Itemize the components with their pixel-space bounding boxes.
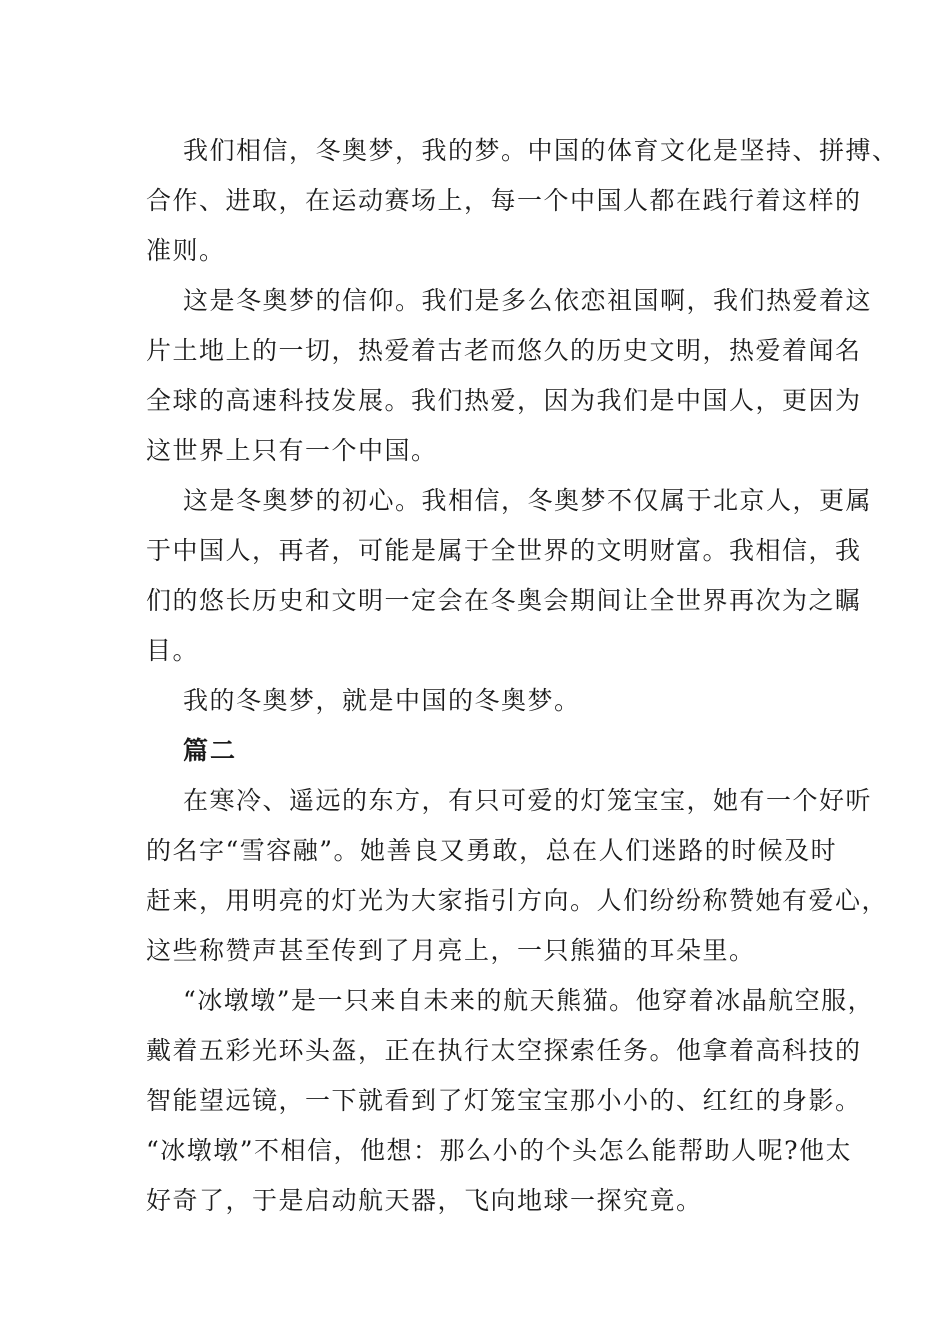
paragraph-3-line-3: 们的悠长历史和文明一定会在冬奥会期间让全世界再次为之瞩 [146,586,862,615]
paragraph-6-line-5: 好奇了，于是启动航天器，飞向地球一探究竟。 [146,1186,703,1215]
section-heading: 篇二 [183,736,238,765]
paragraph-4-line-1: 我的冬奥梦，就是中国的冬奥梦。 [183,686,581,715]
paragraph-1-line-2: 合作、进取，在运动赛场上，每一个中国人都在践行着这样的 [146,186,862,215]
paragraph-1-line-1: 我们相信，冬奥梦，我的梦。中国的体育文化是坚持、拼搏、 [183,136,899,165]
paragraph-2-line-2: 片土地上的一切，热爱着古老而悠久的历史文明，热爱着闻名 [146,336,862,365]
paragraph-3-line-1: 这是冬奥梦的初心。我相信，冬奥梦不仅属于北京人，更属 [183,486,873,515]
paragraph-6-line-4: “冰墩墩”不相信，他想：那么小的个头怎么能帮助人呢?他太 [146,1136,852,1165]
paragraph-6-line-3: 智能望远镜，一下就看到了灯笼宝宝那小小的、红红的身影。 [146,1086,862,1115]
paragraph-3-line-4: 目。 [146,636,200,665]
paragraph-2-line-4: 这世界上只有一个中国。 [146,436,438,465]
paragraph-6-line-2: 戴着五彩光环头盔，正在执行太空探索任务。他拿着高科技的 [146,1036,862,1065]
paragraph-2-line-3: 全球的高速科技发展。我们热爱，因为我们是中国人，更因为 [146,386,862,415]
paragraph-1-line-3: 准则。 [146,236,226,265]
paragraph-5-line-3: 赶来，用明亮的灯光为大家指引方向。人们纷纷称赞她有爱心， [146,886,889,915]
paragraph-5-line-2: 的名字“雪容融”。她善良又勇敢，总在人们迷路的时候及时 [146,836,838,865]
paragraph-5-line-4: 这些称赞声甚至传到了月亮上，一只熊猫的耳朵里。 [146,936,756,965]
paragraph-3-line-2: 于中国人，再者，可能是属于全世界的文明财富。我相信，我 [146,536,862,565]
paragraph-6-line-1: “冰墩墩”是一只来自未来的航天熊猫。他穿着冰晶航空服， [183,986,875,1015]
paragraph-5-line-1: 在寒冷、遥远的东方，有只可爱的灯笼宝宝，她有一个好听 [183,786,873,815]
paragraph-2-line-1: 这是冬奥梦的信仰。我们是多么依恋祖国啊，我们热爱着这 [183,286,873,315]
